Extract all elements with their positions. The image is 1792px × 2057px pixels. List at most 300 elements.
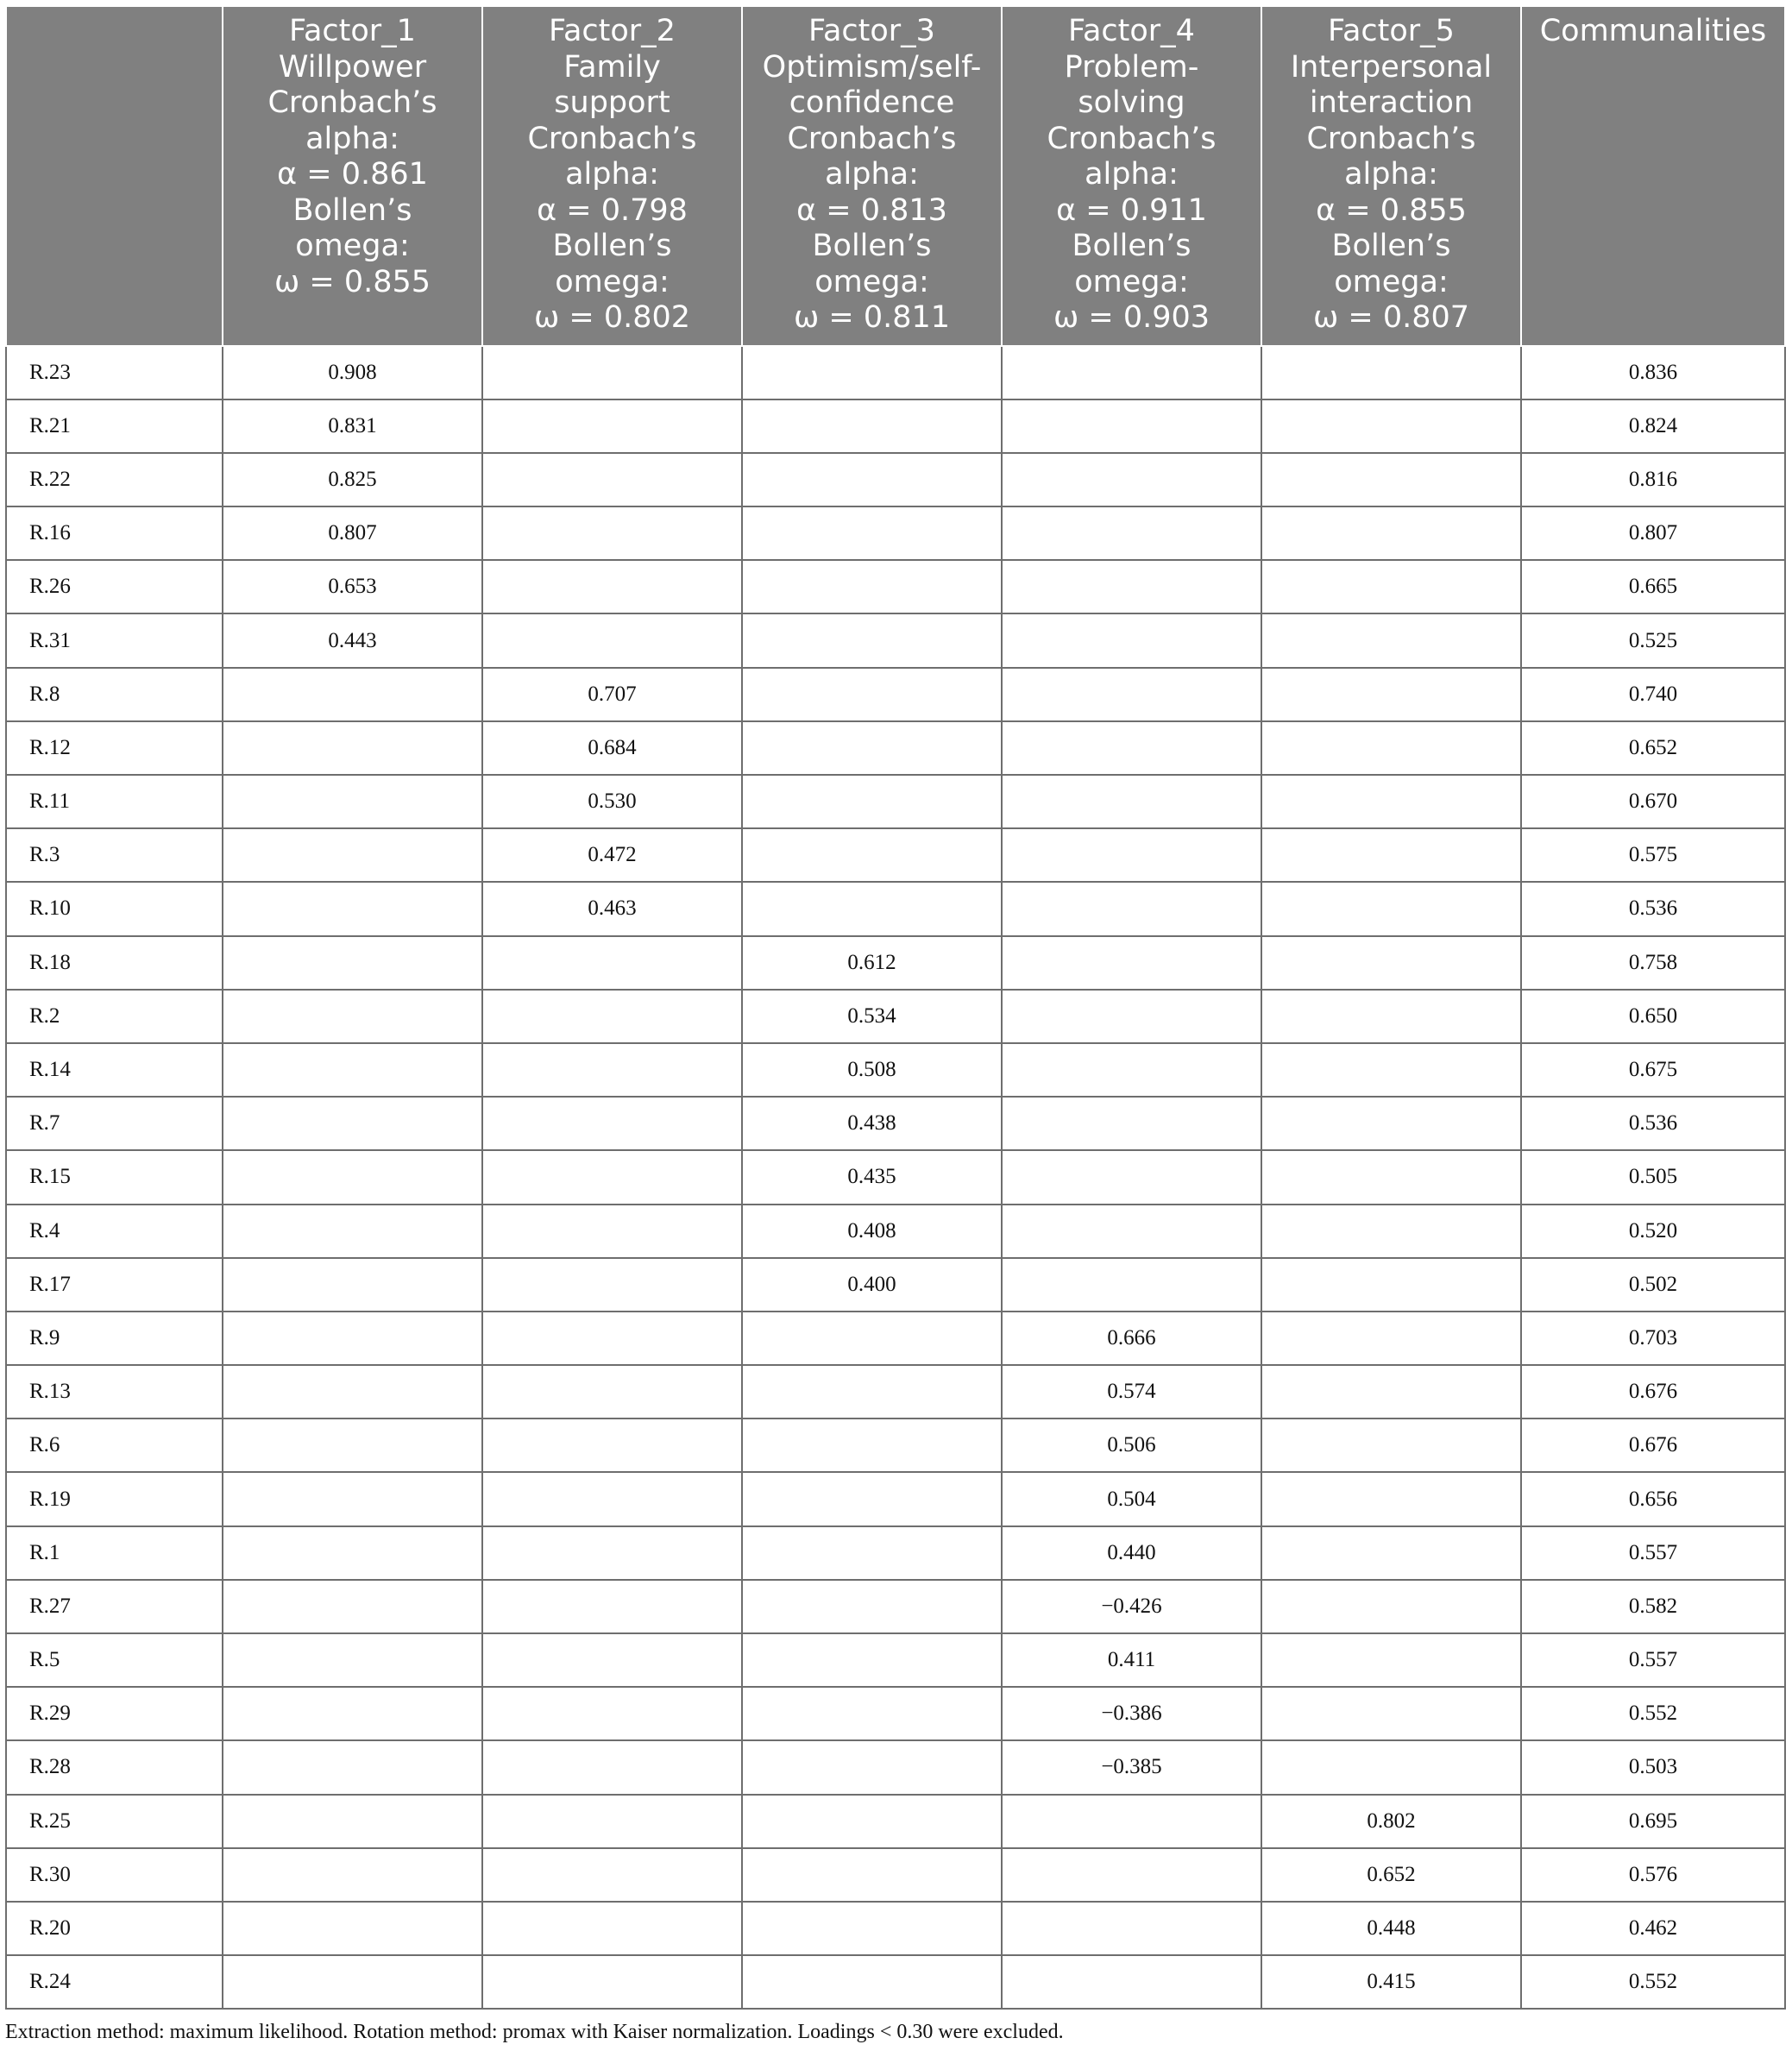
loading-cell-factor-5 bbox=[1261, 668, 1521, 721]
table-row bbox=[6, 990, 1785, 1043]
communality-cell: 0.656 bbox=[1521, 1472, 1785, 1525]
item-label: R.5 bbox=[6, 1633, 223, 1687]
loading-cell-factor-5 bbox=[1261, 1205, 1521, 1258]
table-row bbox=[6, 1633, 1785, 1687]
header-line: omega: bbox=[295, 229, 410, 263]
header-line: α = 0.911 bbox=[1056, 192, 1207, 228]
communality-cell: 0.676 bbox=[1521, 1419, 1785, 1472]
loading-cell-factor-3 bbox=[742, 1312, 1002, 1365]
header-line: Cronbach’s bbox=[1047, 121, 1217, 156]
loading-cell-factor-1 bbox=[223, 990, 482, 1043]
table-row bbox=[6, 1955, 1785, 2009]
table-row bbox=[6, 882, 1785, 935]
loading-cell-factor-4 bbox=[1002, 346, 1261, 399]
header-line: Bollen’s bbox=[292, 192, 412, 228]
table-row bbox=[6, 936, 1785, 990]
loading-cell-factor-2 bbox=[482, 613, 742, 667]
loading-cell-factor-3 bbox=[742, 453, 1002, 506]
loading-cell-factor-3 bbox=[742, 882, 1002, 935]
loading-cell-factor-3 bbox=[742, 1687, 1002, 1740]
loading-cell-factor-5 bbox=[1261, 1526, 1521, 1580]
loading-cell-factor-5 bbox=[1261, 506, 1521, 560]
communality-cell: 0.557 bbox=[1521, 1526, 1785, 1580]
loading-cell-factor-1 bbox=[223, 1043, 482, 1097]
loading-cell-factor-3 bbox=[742, 1740, 1002, 1794]
loading-cell-factor-5 bbox=[1261, 1419, 1521, 1472]
loading-cell-factor-3 bbox=[742, 828, 1002, 882]
table-row bbox=[6, 1312, 1785, 1365]
item-label: R.25 bbox=[6, 1795, 223, 1848]
loading-cell-factor-4 bbox=[1002, 1902, 1261, 1955]
loading-cell-factor-5: 0.802 bbox=[1261, 1795, 1521, 1848]
header-line: omega: bbox=[555, 264, 670, 299]
loading-cell-factor-4 bbox=[1002, 613, 1261, 667]
communality-cell: 0.816 bbox=[1521, 453, 1785, 506]
header-line: omega: bbox=[1074, 264, 1189, 299]
item-label: R.22 bbox=[6, 453, 223, 506]
header-line: α = 0.861 bbox=[277, 157, 428, 192]
item-label: R.9 bbox=[6, 1312, 223, 1365]
table-row bbox=[6, 828, 1785, 882]
loading-cell-factor-4 bbox=[1002, 775, 1261, 828]
table-row bbox=[6, 721, 1785, 775]
item-label: R.28 bbox=[6, 1740, 223, 1794]
communality-cell: 0.503 bbox=[1521, 1740, 1785, 1794]
factor-loadings-table-container bbox=[5, 5, 1786, 2010]
header-factor-2 bbox=[482, 6, 742, 346]
communality-cell: 0.582 bbox=[1521, 1580, 1785, 1633]
table-row bbox=[6, 1365, 1785, 1419]
loading-cell-factor-3 bbox=[742, 1526, 1002, 1580]
loading-cell-factor-3 bbox=[742, 399, 1002, 453]
communality-cell: 0.505 bbox=[1521, 1150, 1785, 1204]
loading-cell-factor-2 bbox=[482, 453, 742, 506]
item-label: R.21 bbox=[6, 399, 223, 453]
header-item-column bbox=[6, 6, 223, 346]
item-label: R.2 bbox=[6, 990, 223, 1043]
communality-cell: 0.525 bbox=[1521, 613, 1785, 667]
item-label: R.6 bbox=[6, 1419, 223, 1472]
loading-cell-factor-1 bbox=[223, 668, 482, 721]
item-label: R.4 bbox=[6, 1205, 223, 1258]
item-label: R.31 bbox=[6, 613, 223, 667]
loading-cell-factor-5 bbox=[1261, 1740, 1521, 1794]
header-line: α = 0.813 bbox=[796, 192, 947, 228]
loading-cell-factor-2 bbox=[482, 1902, 742, 1955]
loading-cell-factor-2: 0.472 bbox=[482, 828, 742, 882]
loading-cell-factor-2 bbox=[482, 1526, 742, 1580]
item-label: R.18 bbox=[6, 936, 223, 990]
loading-cell-factor-1 bbox=[223, 1633, 482, 1687]
header-line: Factor_1 bbox=[289, 14, 416, 48]
communality-cell: 0.703 bbox=[1521, 1312, 1785, 1365]
loading-cell-factor-1: 0.653 bbox=[223, 560, 482, 613]
loading-cell-factor-5 bbox=[1261, 721, 1521, 775]
loading-cell-factor-5 bbox=[1261, 346, 1521, 399]
loading-cell-factor-1 bbox=[223, 1687, 482, 1740]
loading-cell-factor-1 bbox=[223, 1740, 482, 1794]
communality-cell: 0.536 bbox=[1521, 1097, 1785, 1150]
loading-cell-factor-1 bbox=[223, 1955, 482, 2009]
loading-cell-factor-3 bbox=[742, 506, 1002, 560]
loading-cell-factor-3 bbox=[742, 613, 1002, 667]
loading-cell-factor-3 bbox=[742, 1633, 1002, 1687]
loading-cell-factor-4 bbox=[1002, 828, 1261, 882]
communality-cell: 0.552 bbox=[1521, 1687, 1785, 1740]
loading-cell-factor-3: 0.508 bbox=[742, 1043, 1002, 1097]
loading-cell-factor-2 bbox=[482, 1687, 742, 1740]
header-line: Cronbach’s bbox=[527, 121, 697, 156]
loading-cell-factor-5: 0.415 bbox=[1261, 1955, 1521, 2009]
loading-cell-factor-4 bbox=[1002, 882, 1261, 935]
loading-cell-factor-1 bbox=[223, 882, 482, 935]
loading-cell-factor-1 bbox=[223, 936, 482, 990]
loading-cell-factor-5 bbox=[1261, 1633, 1521, 1687]
header-line: ω = 0.855 bbox=[274, 264, 431, 299]
header-line: Family bbox=[563, 49, 661, 85]
loading-cell-factor-1 bbox=[223, 775, 482, 828]
loading-cell-factor-5 bbox=[1261, 399, 1521, 453]
table-row bbox=[6, 1740, 1785, 1794]
loading-cell-factor-4 bbox=[1002, 1955, 1261, 2009]
table-row bbox=[6, 453, 1785, 506]
loading-cell-factor-4: 0.504 bbox=[1002, 1472, 1261, 1525]
loading-cell-factor-2 bbox=[482, 1150, 742, 1204]
table-footnote: Extraction method: maximum likelihood. Rotation method: promax with Kaiser normalization. Loadings < 0.30 were excluded. bbox=[5, 2021, 1064, 2043]
loading-cell-factor-4: 0.506 bbox=[1002, 1419, 1261, 1472]
header-line: Factor_2 bbox=[549, 14, 676, 48]
loading-cell-factor-1 bbox=[223, 721, 482, 775]
communality-cell: 0.576 bbox=[1521, 1848, 1785, 1902]
loading-cell-factor-2 bbox=[482, 936, 742, 990]
table-row bbox=[6, 506, 1785, 560]
loading-cell-factor-1 bbox=[223, 1312, 482, 1365]
loading-cell-factor-3: 0.408 bbox=[742, 1205, 1002, 1258]
loading-cell-factor-5 bbox=[1261, 936, 1521, 990]
loading-cell-factor-1: 0.908 bbox=[223, 346, 482, 399]
loading-cell-factor-2 bbox=[482, 1740, 742, 1794]
table-row bbox=[6, 1097, 1785, 1150]
header-line: alpha: bbox=[565, 157, 659, 192]
loading-cell-factor-4: −0.426 bbox=[1002, 1580, 1261, 1633]
loading-cell-factor-2 bbox=[482, 1205, 742, 1258]
header-line: alpha: bbox=[305, 121, 399, 156]
item-label: R.27 bbox=[6, 1580, 223, 1633]
loading-cell-factor-4 bbox=[1002, 506, 1261, 560]
loading-cell-factor-2 bbox=[482, 1472, 742, 1525]
loading-cell-factor-2 bbox=[482, 1365, 742, 1419]
header-line: Interpersonal bbox=[1290, 49, 1493, 85]
communality-cell: 0.652 bbox=[1521, 721, 1785, 775]
loading-cell-factor-5 bbox=[1261, 1580, 1521, 1633]
loading-cell-factor-5 bbox=[1261, 775, 1521, 828]
item-label: R.13 bbox=[6, 1365, 223, 1419]
header-line: solving bbox=[1078, 85, 1185, 120]
loading-cell-factor-1 bbox=[223, 1848, 482, 1902]
loading-cell-factor-1 bbox=[223, 1205, 482, 1258]
loading-cell-factor-2 bbox=[482, 1848, 742, 1902]
factor-loadings-table bbox=[5, 5, 1786, 2010]
header-line: α = 0.798 bbox=[537, 192, 688, 228]
item-label: R.24 bbox=[6, 1955, 223, 2009]
item-label: R.17 bbox=[6, 1258, 223, 1312]
loading-cell-factor-1 bbox=[223, 1258, 482, 1312]
loading-cell-factor-1: 0.807 bbox=[223, 506, 482, 560]
header-line: Bollen’s bbox=[552, 229, 672, 263]
loading-cell-factor-1 bbox=[223, 1580, 482, 1633]
loading-cell-factor-1: 0.831 bbox=[223, 399, 482, 453]
item-label: R.16 bbox=[6, 506, 223, 560]
loading-cell-factor-3 bbox=[742, 1795, 1002, 1848]
communality-cell: 0.758 bbox=[1521, 936, 1785, 990]
loading-cell-factor-3 bbox=[742, 1365, 1002, 1419]
header-line: ω = 0.811 bbox=[793, 300, 951, 335]
item-label: R.20 bbox=[6, 1902, 223, 1955]
loading-cell-factor-4 bbox=[1002, 1097, 1261, 1150]
header-line: Factor_5 bbox=[1328, 14, 1455, 48]
loading-cell-factor-4 bbox=[1002, 1795, 1261, 1848]
loading-cell-factor-1 bbox=[223, 1150, 482, 1204]
item-label: R.3 bbox=[6, 828, 223, 882]
loading-cell-factor-3: 0.435 bbox=[742, 1150, 1002, 1204]
item-label: R.8 bbox=[6, 668, 223, 721]
loading-cell-factor-3 bbox=[742, 560, 1002, 613]
loading-cell-factor-4: 0.666 bbox=[1002, 1312, 1261, 1365]
loading-cell-factor-3 bbox=[742, 1472, 1002, 1525]
loading-cell-factor-5 bbox=[1261, 990, 1521, 1043]
item-label: R.15 bbox=[6, 1150, 223, 1204]
loading-cell-factor-1 bbox=[223, 1795, 482, 1848]
loading-cell-factor-3 bbox=[742, 1902, 1002, 1955]
loading-cell-factor-1 bbox=[223, 1365, 482, 1419]
communality-cell: 0.807 bbox=[1521, 506, 1785, 560]
loading-cell-factor-3 bbox=[742, 775, 1002, 828]
header-line: α = 0.855 bbox=[1316, 192, 1467, 228]
loading-cell-factor-2: 0.463 bbox=[482, 882, 742, 935]
header-line: omega: bbox=[814, 264, 929, 299]
header-factor-4 bbox=[1002, 6, 1261, 346]
table-row bbox=[6, 399, 1785, 453]
loading-cell-factor-2 bbox=[482, 1258, 742, 1312]
loading-cell-factor-4: 0.440 bbox=[1002, 1526, 1261, 1580]
loading-cell-factor-5 bbox=[1261, 1097, 1521, 1150]
loading-cell-factor-2: 0.530 bbox=[482, 775, 742, 828]
loading-cell-factor-5 bbox=[1261, 1472, 1521, 1525]
loading-cell-factor-4: 0.574 bbox=[1002, 1365, 1261, 1419]
loading-cell-factor-2 bbox=[482, 1312, 742, 1365]
loading-cell-factor-3: 0.400 bbox=[742, 1258, 1002, 1312]
communality-cell: 0.520 bbox=[1521, 1205, 1785, 1258]
loading-cell-factor-4 bbox=[1002, 721, 1261, 775]
header-line: ω = 0.802 bbox=[533, 300, 691, 335]
table-row bbox=[6, 1526, 1785, 1580]
loading-cell-factor-4: −0.385 bbox=[1002, 1740, 1261, 1794]
loading-cell-factor-5 bbox=[1261, 1365, 1521, 1419]
loading-cell-factor-2 bbox=[482, 1580, 742, 1633]
table-row bbox=[6, 1043, 1785, 1097]
header-line: ω = 0.903 bbox=[1053, 300, 1210, 335]
loading-cell-factor-2 bbox=[482, 990, 742, 1043]
header-factor-1 bbox=[223, 6, 482, 346]
header-factor-3 bbox=[742, 6, 1002, 346]
loading-cell-factor-4 bbox=[1002, 560, 1261, 613]
loading-cell-factor-5 bbox=[1261, 613, 1521, 667]
communality-cell: 0.552 bbox=[1521, 1955, 1785, 2009]
loading-cell-factor-5 bbox=[1261, 1043, 1521, 1097]
loading-cell-factor-5 bbox=[1261, 882, 1521, 935]
loading-cell-factor-1: 0.825 bbox=[223, 453, 482, 506]
table-row bbox=[6, 1580, 1785, 1633]
loading-cell-factor-2: 0.707 bbox=[482, 668, 742, 721]
item-label: R.10 bbox=[6, 882, 223, 935]
item-label: R.1 bbox=[6, 1526, 223, 1580]
communality-cell: 0.502 bbox=[1521, 1258, 1785, 1312]
loading-cell-factor-4 bbox=[1002, 399, 1261, 453]
loading-cell-factor-5 bbox=[1261, 828, 1521, 882]
loading-cell-factor-1 bbox=[223, 1419, 482, 1472]
table-row bbox=[6, 1205, 1785, 1258]
communality-cell: 0.695 bbox=[1521, 1795, 1785, 1848]
communality-cell: 0.462 bbox=[1521, 1902, 1785, 1955]
loading-cell-factor-3 bbox=[742, 1419, 1002, 1472]
loading-cell-factor-4 bbox=[1002, 1150, 1261, 1204]
item-label: R.12 bbox=[6, 721, 223, 775]
table-header bbox=[6, 6, 1785, 346]
loading-cell-factor-5: 0.652 bbox=[1261, 1848, 1521, 1902]
table-row bbox=[6, 1472, 1785, 1525]
item-label: R.30 bbox=[6, 1848, 223, 1902]
table-row bbox=[6, 560, 1785, 613]
header-line: confidence bbox=[789, 85, 955, 120]
loading-cell-factor-1: 0.443 bbox=[223, 613, 482, 667]
communality-cell: 0.824 bbox=[1521, 399, 1785, 453]
loading-cell-factor-5 bbox=[1261, 1258, 1521, 1312]
table-row bbox=[6, 1902, 1785, 1955]
header-line: Cronbach’s bbox=[1306, 121, 1476, 156]
communality-cell: 0.676 bbox=[1521, 1365, 1785, 1419]
communality-cell: 0.665 bbox=[1521, 560, 1785, 613]
table-row bbox=[6, 346, 1785, 399]
loading-cell-factor-1 bbox=[223, 1526, 482, 1580]
loading-cell-factor-3 bbox=[742, 668, 1002, 721]
item-label: R.23 bbox=[6, 346, 223, 399]
header-line: Cronbach’s bbox=[267, 85, 437, 120]
table-row bbox=[6, 1150, 1785, 1204]
table-row bbox=[6, 1795, 1785, 1848]
header-line: alpha: bbox=[1344, 157, 1438, 192]
item-label: R.11 bbox=[6, 775, 223, 828]
table-row bbox=[6, 1687, 1785, 1740]
loading-cell-factor-4 bbox=[1002, 453, 1261, 506]
item-label: R.19 bbox=[6, 1472, 223, 1525]
loading-cell-factor-2 bbox=[482, 506, 742, 560]
header-line: Cronbach’s bbox=[787, 121, 957, 156]
loading-cell-factor-2 bbox=[482, 1633, 742, 1687]
table-row bbox=[6, 668, 1785, 721]
loading-cell-factor-4: 0.411 bbox=[1002, 1633, 1261, 1687]
loading-cell-factor-4 bbox=[1002, 1258, 1261, 1312]
header-line: support bbox=[554, 85, 670, 120]
loading-cell-factor-3: 0.612 bbox=[742, 936, 1002, 990]
item-label: R.14 bbox=[6, 1043, 223, 1097]
loading-cell-factor-2 bbox=[482, 1419, 742, 1472]
loading-cell-factor-1 bbox=[223, 1472, 482, 1525]
header-line: Bollen’s bbox=[1331, 229, 1451, 263]
loading-cell-factor-4 bbox=[1002, 1043, 1261, 1097]
loading-cell-factor-4 bbox=[1002, 1205, 1261, 1258]
loading-cell-factor-2 bbox=[482, 1043, 742, 1097]
loading-cell-factor-5 bbox=[1261, 1687, 1521, 1740]
loading-cell-factor-3: 0.534 bbox=[742, 990, 1002, 1043]
communality-cell: 0.575 bbox=[1521, 828, 1785, 882]
communality-cell: 0.675 bbox=[1521, 1043, 1785, 1097]
loading-cell-factor-3 bbox=[742, 346, 1002, 399]
loading-cell-factor-5 bbox=[1261, 560, 1521, 613]
table-row bbox=[6, 775, 1785, 828]
table-body bbox=[6, 346, 1785, 2010]
communality-cell: 0.536 bbox=[1521, 882, 1785, 935]
loading-cell-factor-4: −0.386 bbox=[1002, 1687, 1261, 1740]
loading-cell-factor-5 bbox=[1261, 1150, 1521, 1204]
table-row bbox=[6, 1419, 1785, 1472]
header-line: alpha: bbox=[825, 157, 919, 192]
header-line: Problem- bbox=[1064, 49, 1199, 85]
item-label: R.29 bbox=[6, 1687, 223, 1740]
loading-cell-factor-2 bbox=[482, 1795, 742, 1848]
communality-cell: 0.557 bbox=[1521, 1633, 1785, 1687]
header-line: Bollen’s bbox=[1072, 229, 1192, 263]
loading-cell-factor-3: 0.438 bbox=[742, 1097, 1002, 1150]
loading-cell-factor-2 bbox=[482, 346, 742, 399]
loading-cell-factor-3 bbox=[742, 1955, 1002, 2009]
loading-cell-factor-2 bbox=[482, 399, 742, 453]
header-factor-5 bbox=[1261, 6, 1521, 346]
header-line: Optimism/self- bbox=[762, 49, 982, 85]
header-line: Communalities bbox=[1539, 14, 1767, 48]
header-line: ω = 0.807 bbox=[1312, 300, 1470, 335]
loading-cell-factor-1 bbox=[223, 1902, 482, 1955]
communality-cell: 0.650 bbox=[1521, 990, 1785, 1043]
loading-cell-factor-2 bbox=[482, 1955, 742, 2009]
loading-cell-factor-3 bbox=[742, 1580, 1002, 1633]
item-label: R.26 bbox=[6, 560, 223, 613]
communality-cell: 0.740 bbox=[1521, 668, 1785, 721]
loading-cell-factor-2 bbox=[482, 1097, 742, 1150]
loading-cell-factor-1 bbox=[223, 828, 482, 882]
loading-cell-factor-5 bbox=[1261, 1312, 1521, 1365]
table-row bbox=[6, 1258, 1785, 1312]
item-label: R.7 bbox=[6, 1097, 223, 1150]
header-line: Factor_4 bbox=[1068, 14, 1195, 48]
header-communalities bbox=[1521, 6, 1785, 346]
header-row bbox=[6, 6, 1785, 346]
loading-cell-factor-4 bbox=[1002, 990, 1261, 1043]
communality-cell: 0.670 bbox=[1521, 775, 1785, 828]
loading-cell-factor-4 bbox=[1002, 1848, 1261, 1902]
header-line: alpha: bbox=[1085, 157, 1179, 192]
table-row bbox=[6, 613, 1785, 667]
header-line: interaction bbox=[1309, 85, 1474, 120]
header-line: omega: bbox=[1334, 264, 1449, 299]
loading-cell-factor-2: 0.684 bbox=[482, 721, 742, 775]
header-line: Bollen’s bbox=[812, 229, 932, 263]
loading-cell-factor-3 bbox=[742, 721, 1002, 775]
header-line: Factor_3 bbox=[808, 14, 935, 48]
loading-cell-factor-2 bbox=[482, 560, 742, 613]
loading-cell-factor-5: 0.448 bbox=[1261, 1902, 1521, 1955]
communality-cell: 0.836 bbox=[1521, 346, 1785, 399]
loading-cell-factor-3 bbox=[742, 1848, 1002, 1902]
